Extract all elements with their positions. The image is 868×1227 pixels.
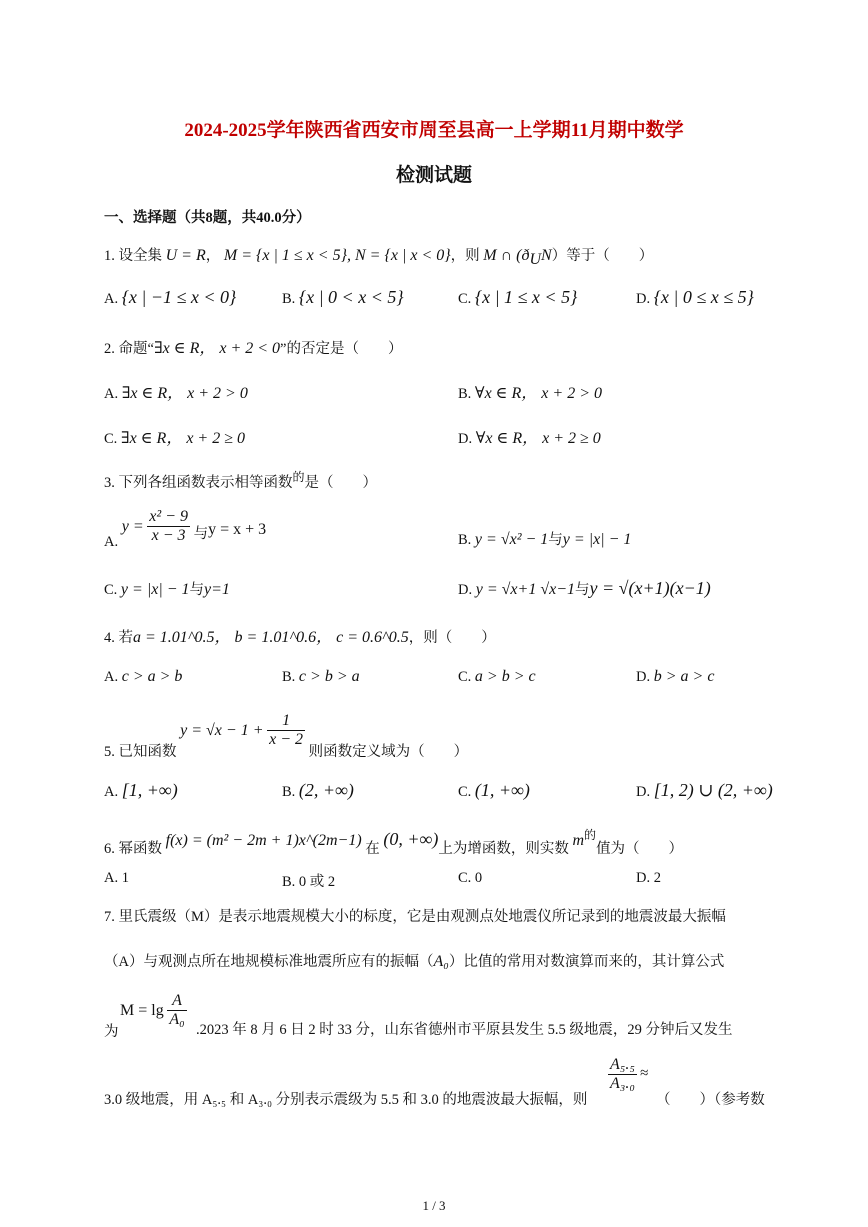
q5-option-d[interactable]: D. [1, 2) ∪ (2, +∞): [636, 780, 773, 800]
q1-option-a[interactable]: A. {x | −1 ≤ x < 0}: [104, 287, 237, 307]
question-7-line-3: .2023 年 8 月 6 日 2 时 33 分，山东省德州市平原县发生 5.5 级地震，29 分钟后又发生: [196, 1022, 733, 1038]
page-number: 1 / 3: [422, 1198, 446, 1213]
document-title: 2024-2025学年陕西省西安市周至县高一上学期11月期中数学: [184, 120, 684, 141]
q5-option-c[interactable]: C. (1, +∞): [458, 780, 530, 800]
q4-option-a[interactable]: A. c > a > b: [104, 668, 183, 685]
q4-option-d[interactable]: D. b > a > c: [636, 668, 715, 685]
q7-ratio-fraction: $\frac{\text{A₅.₅}}{\text{A₃.₀}}$: [610, 1056, 635, 1093]
question-7-line-4: 3.0 级地震，用 A₅.₅ 和 A₃.₀ 分别表示震级为 5.5 和 3.0 的地震波最大振幅，则: [104, 1092, 588, 1108]
q4-option-b[interactable]: B. c > b > a: [282, 668, 360, 685]
q4-option-c[interactable]: C. a > b > c: [458, 668, 536, 685]
section-heading: 一、选择题（共8题，共40.0分）: [104, 210, 311, 226]
q3-a-fraction: $\frac{\text{x² − 9}}{x - 3}$: [149, 508, 188, 545]
q3-option-c[interactable]: C. y = |x| − 1与y=1: [104, 581, 230, 598]
q7-formula-fraction: $\frac{A}{\text{A₀}}$: [169, 992, 185, 1029]
question-4-stem: 4. 若a = 1.01^0.5， b = 1.01^0.6， c = 0.6^0.5，则（ ）: [104, 629, 496, 646]
q3-option-d[interactable]: D. y = √x+1 √x−1与y = √(x+1)(x−1): [458, 578, 711, 598]
q5-option-a[interactable]: A. [1, +∞): [104, 780, 178, 800]
question-1-stem: 1. 设全集 U = R， M = {x | 1 ≤ x < 5}, N = {x | x < 0}，则 M ∩ $(ð_UN)$等于（ ）: [104, 247, 654, 268]
q6-option-b[interactable]: B. 0 或 2: [282, 874, 336, 890]
q7-wei: 为: [104, 1024, 119, 1040]
q1-option-d[interactable]: D. {x | 0 ≤ x ≤ 5}: [636, 287, 754, 307]
q5-fraction: $\frac{1}{x - 2}$: [269, 712, 304, 749]
question-7-line-2: （A）与观测点所在地规模标准地震所应有的振幅（A₀）比值的常用对数演算而来的，其计算公式: [104, 953, 725, 970]
question-3-stem: 3. 下列各组函数表示相等函数$^的$是（ ）: [104, 470, 378, 491]
q2-option-b[interactable]: B. ∀x ∈ R， x + 2 > 0: [458, 385, 602, 402]
q2-option-c[interactable]: C. ∃x ∈ R， x + 2 ≥ 0: [104, 430, 246, 447]
question-5-stem: 5. 已知函数 y = √x − 1 + $\frac{1}{x - 2}$ 则函数定义域为（ ）: [104, 712, 469, 761]
q1-option-c[interactable]: C. {x | 1 ≤ x < 5}: [458, 287, 578, 307]
q2-option-d[interactable]: D. ∀x ∈ R， x + 2 ≥ 0: [458, 430, 601, 447]
q5-option-b[interactable]: B. (2, +∞): [282, 780, 354, 800]
question-7-line-4-tail: （ ）（参考数: [656, 1092, 765, 1108]
q7-ratio: $\frac{\text{A₅.₅}}{\text{A₃.₀}}$ ≈: [610, 1056, 649, 1093]
document-subtitle: 检测试题: [395, 165, 472, 186]
q6-option-a[interactable]: A. 1: [104, 870, 129, 886]
q3-option-a[interactable]: A. y = $\frac{\text{x² − 9}}{x - 3}$ 与y = x + 3: [104, 508, 267, 551]
q7-formula: M = lg $\frac{A}{\text{A₀}}$: [120, 992, 185, 1029]
question-6-stem: 6. 幂函数 f(x) = (m² − 2m + 1)x^(2m−1) 在 (0, +∞)上为增函数，则实数 $m^的$值为（ ）: [104, 828, 684, 857]
q6-option-d[interactable]: D. 2: [636, 870, 661, 886]
question-7-line-1: 7. 里氏震级（M）是表示地震规模大小的标度，它是由观测点处地震仪所记录到的地震波最大振幅: [104, 909, 726, 925]
q1-option-b[interactable]: B. {x | 0 < x < 5}: [282, 287, 404, 307]
q2-option-a[interactable]: A. ∃x ∈ R， x + 2 > 0: [104, 385, 248, 402]
question-2-stem: 2. 命题“∃x ∈ R， x + 2 < 0”的否定是（ ）: [104, 340, 403, 357]
q6-option-c[interactable]: C. 0: [458, 870, 483, 886]
q3-option-b[interactable]: B. y = √x² − 1与y = |x| − 1: [458, 531, 632, 548]
